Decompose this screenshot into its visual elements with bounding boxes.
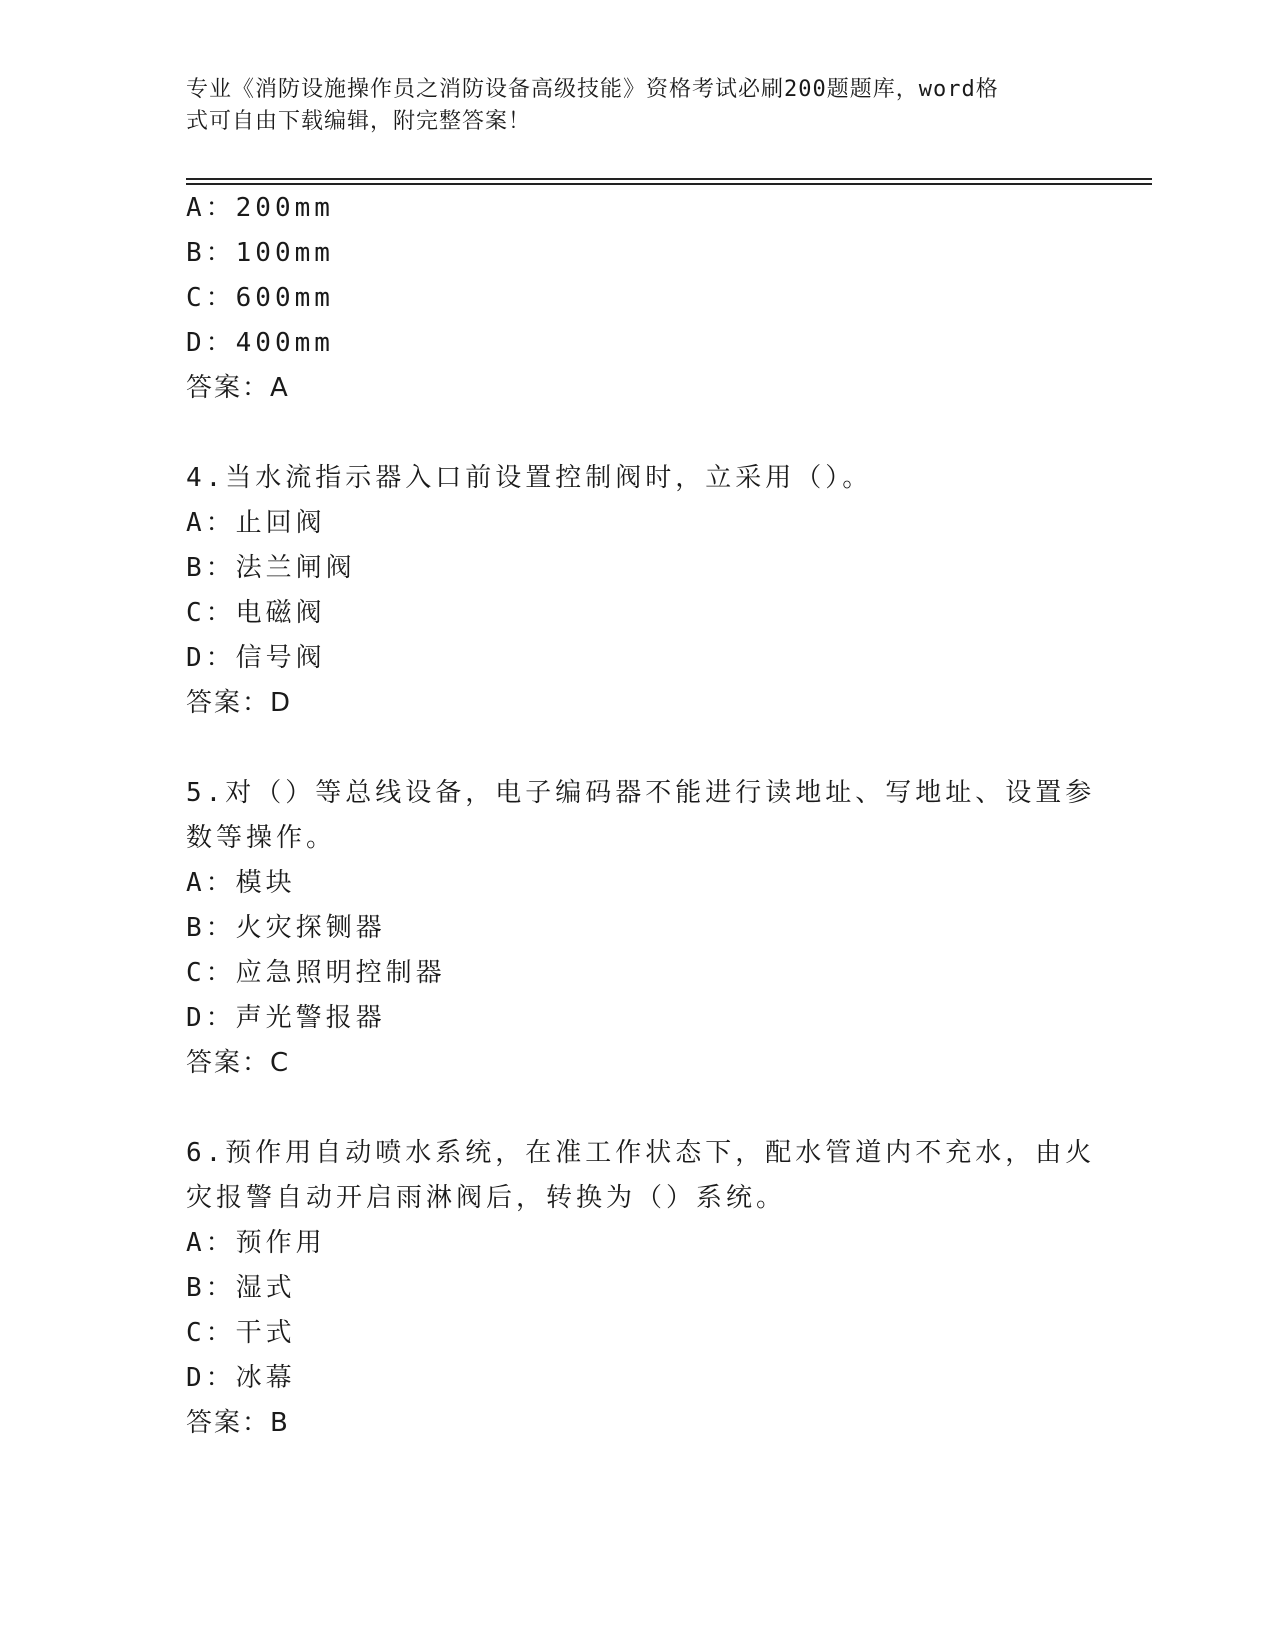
header-rule-top: [186, 178, 1152, 180]
q4-answer: 答案：D: [186, 688, 293, 718]
q3-option-d: D：400mm: [186, 328, 334, 358]
q5-option-a: A：模块: [186, 868, 296, 898]
q4-option-d: D：信号阀: [186, 643, 326, 673]
q4-stem: 4.当水流指示器入口前设置控制阀时，立采用（）。: [186, 463, 873, 493]
q6-stem-line-1: 6.预作用自动喷水系统，在准工作状态下，配水管道内不充水，由火: [186, 1138, 1096, 1168]
q6-option-c: C：干式: [186, 1318, 296, 1348]
q3-option-b: B：100mm: [186, 238, 334, 268]
q5-stem-line-1: 5.对（）等总线设备，电子编码器不能进行读地址、写地址、设置参: [186, 778, 1096, 808]
header-line-1: 专业《消防设施操作员之消防设备高级技能》资格考试必刷200题题库，word格: [186, 77, 999, 102]
q6-answer: 答案：B: [186, 1408, 290, 1438]
q6-stem-line-2: 灾报警自动开启雨淋阀后，转换为（）系统。: [186, 1183, 787, 1213]
q6-option-d: D：冰幕: [186, 1363, 296, 1393]
q5-option-b: B：火灾探铡器: [186, 913, 386, 943]
q4-option-c: C：电磁阀: [186, 598, 326, 628]
header-line-2: 式可自由下载编辑，附完整答案！: [186, 109, 532, 134]
header-rule-bottom: [186, 183, 1152, 185]
q5-stem-line-2: 数等操作。: [186, 823, 337, 853]
q6-option-a: A：预作用: [186, 1228, 326, 1258]
q4-option-a: A：止回阀: [186, 508, 326, 538]
q5-option-d: D：声光警报器: [186, 1003, 386, 1033]
q3-option-a: A：200mm: [186, 193, 334, 223]
q3-answer: 答案：A: [186, 373, 290, 403]
q3-option-c: C：600mm: [186, 283, 334, 313]
q4-option-b: B：法兰闸阀: [186, 553, 356, 583]
document-header: [186, 74, 1066, 138]
q5-option-c: C：应急照明控制器: [186, 958, 446, 988]
q6-option-b: B：湿式: [186, 1273, 296, 1303]
q5-answer: 答案：C: [186, 1048, 291, 1078]
